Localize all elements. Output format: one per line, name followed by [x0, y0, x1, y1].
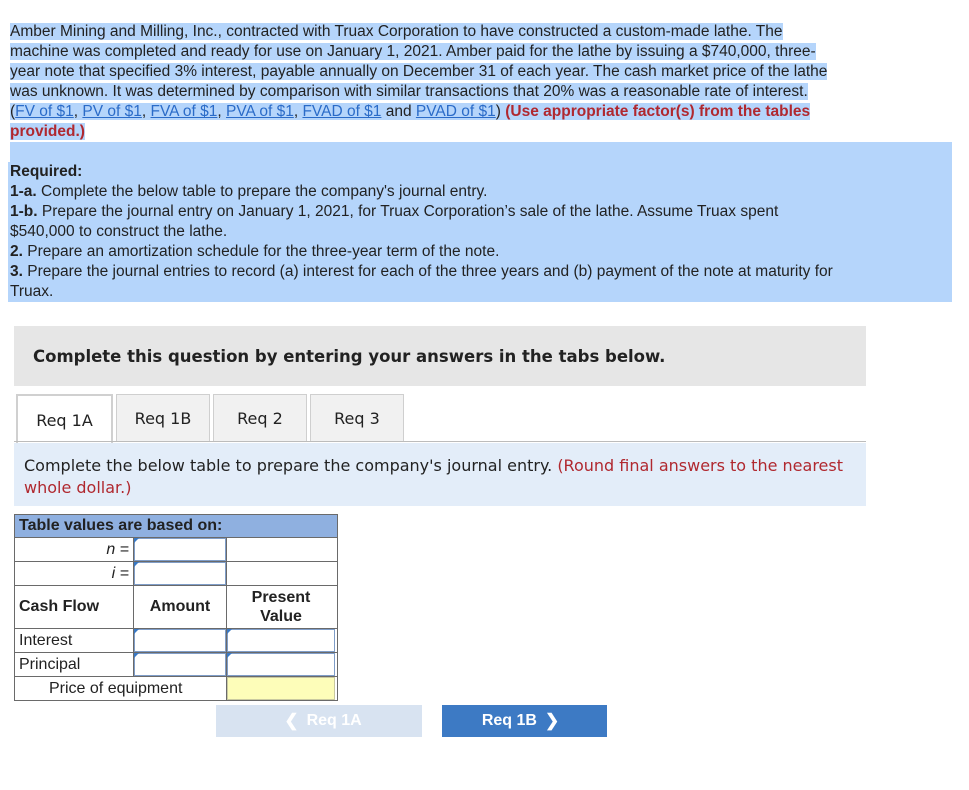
prev-label: Req 1A: [306, 712, 362, 729]
link-fvad[interactable]: FVAD of $1: [302, 103, 382, 120]
table-row-i: [15, 562, 337, 586]
principal-amount-cell: [134, 653, 227, 676]
col-present-value: Present Value: [251, 589, 311, 625]
link-pvad[interactable]: PVAD of $1: [415, 103, 496, 120]
i-input-cell: [134, 562, 227, 585]
rounding-note: (Round final answers to the nearest whole dollar.): [24, 456, 843, 497]
table-row-interest: [15, 629, 337, 653]
link-pva[interactable]: PVA of $1: [226, 103, 294, 120]
instruction-box: [14, 326, 866, 386]
required-label: Required:: [10, 163, 83, 180]
problem-text: [10, 22, 952, 302]
principal-label: Principal: [15, 653, 134, 676]
link-pv[interactable]: PV of $1: [82, 103, 142, 120]
requirement-1a: 1-a. Complete the below table to prepare the company's journal entry.: [10, 183, 488, 200]
table-row-principal: [15, 653, 337, 677]
tab-req-1b[interactable]: Req 1B: [116, 394, 210, 441]
paragraph-line: year note that specified 3% interest, payable annually on December 31 of each year. The cash market price of the lathe: [10, 63, 828, 80]
i-label: i =: [15, 562, 134, 585]
tab-req-3[interactable]: Req 3: [310, 394, 404, 441]
next-button[interactable]: [442, 705, 607, 737]
principal-pv-cell: [227, 653, 335, 676]
tab-req-2[interactable]: Req 2: [213, 394, 307, 441]
link-fva[interactable]: FVA of $1: [150, 103, 218, 120]
empty-cell: [227, 538, 335, 561]
interest-pv-cell: [227, 629, 335, 652]
paragraph-line: machine was completed and ready for use on January 1, 2021. Amber paid for the lathe by issuing a $740,000, three-: [10, 43, 816, 60]
table-row-n: [15, 538, 337, 562]
next-label: Req 1B: [481, 712, 537, 729]
link-fv[interactable]: FV of $1: [15, 103, 74, 120]
problem-paragraph: [10, 22, 952, 142]
interest-pv-input[interactable]: [227, 629, 335, 652]
prev-button[interactable]: [216, 705, 422, 737]
factor-note-cont: provided.): [10, 123, 85, 140]
factor-links-line: (FV of $1, PV of $1, FVA of $1, PVA of $1, FVAD of $1 and PVAD of $1) (Use appropriate factor(s) from the tables: [10, 103, 811, 120]
instruction-text: Complete this question by entering your answers in the tabs below.: [33, 346, 666, 366]
tab-req-1a[interactable]: Req 1A: [16, 394, 113, 444]
n-input[interactable]: [134, 538, 226, 561]
spacer: [10, 142, 952, 162]
tab-instruction-text: Complete the below table to prepare the company's journal entry. (Round final answers to the nearest whole dollar.): [24, 456, 843, 497]
price-pv-input[interactable]: [227, 677, 335, 700]
factor-note: (Use appropriate factor(s) from the tables: [505, 103, 811, 120]
price-pv-cell: [227, 677, 335, 700]
chevron-left-icon: ❮: [284, 711, 299, 730]
tab-instruction: [14, 443, 866, 506]
table-header: Table values are based on:: [15, 515, 337, 538]
interest-amount-input[interactable]: [134, 629, 226, 652]
paragraph-line: was unknown. It was determined by comparison with similar transactions that 20% was a reasonable rate of interest.: [10, 83, 808, 100]
requirement-2: 2. Prepare an amortization schedule for the three-year term of the note.: [10, 243, 500, 260]
tab-divider: [14, 441, 866, 442]
chevron-right-icon: ❯: [544, 711, 560, 730]
col-cash-flow: Cash Flow: [15, 586, 134, 628]
i-input[interactable]: [134, 562, 226, 585]
n-input-cell: [134, 538, 227, 561]
price-label: Price of equipment: [15, 677, 227, 700]
interest-amount-cell: [134, 629, 227, 652]
tab-bar: [16, 394, 407, 442]
requirement-1b: 1-b. Prepare the journal entry on January 1, 2021, for Truax Corporation’s sale of the lathe. Assume Truax spent $540,000 to construct the lathe.: [10, 203, 779, 240]
n-label: n =: [15, 538, 134, 561]
interest-label: Interest: [15, 629, 134, 652]
col-amount: Amount: [134, 586, 227, 628]
principal-pv-input[interactable]: [227, 653, 335, 676]
requirement-3: 3. Prepare the journal entries to record (a) interest for each of the three years and (b) payment of the note at maturity for Truax.: [10, 263, 833, 300]
table-column-headers: [15, 586, 337, 629]
paragraph-line: Amber Mining and Milling, Inc., contracted with Truax Corporation to have constructed a custom-made lathe. The: [10, 23, 783, 40]
empty-cell: [227, 562, 335, 585]
principal-amount-input[interactable]: [134, 653, 226, 676]
table-row-price: [15, 677, 337, 700]
pv-table: [14, 514, 338, 701]
requirements-block: [8, 162, 952, 302]
